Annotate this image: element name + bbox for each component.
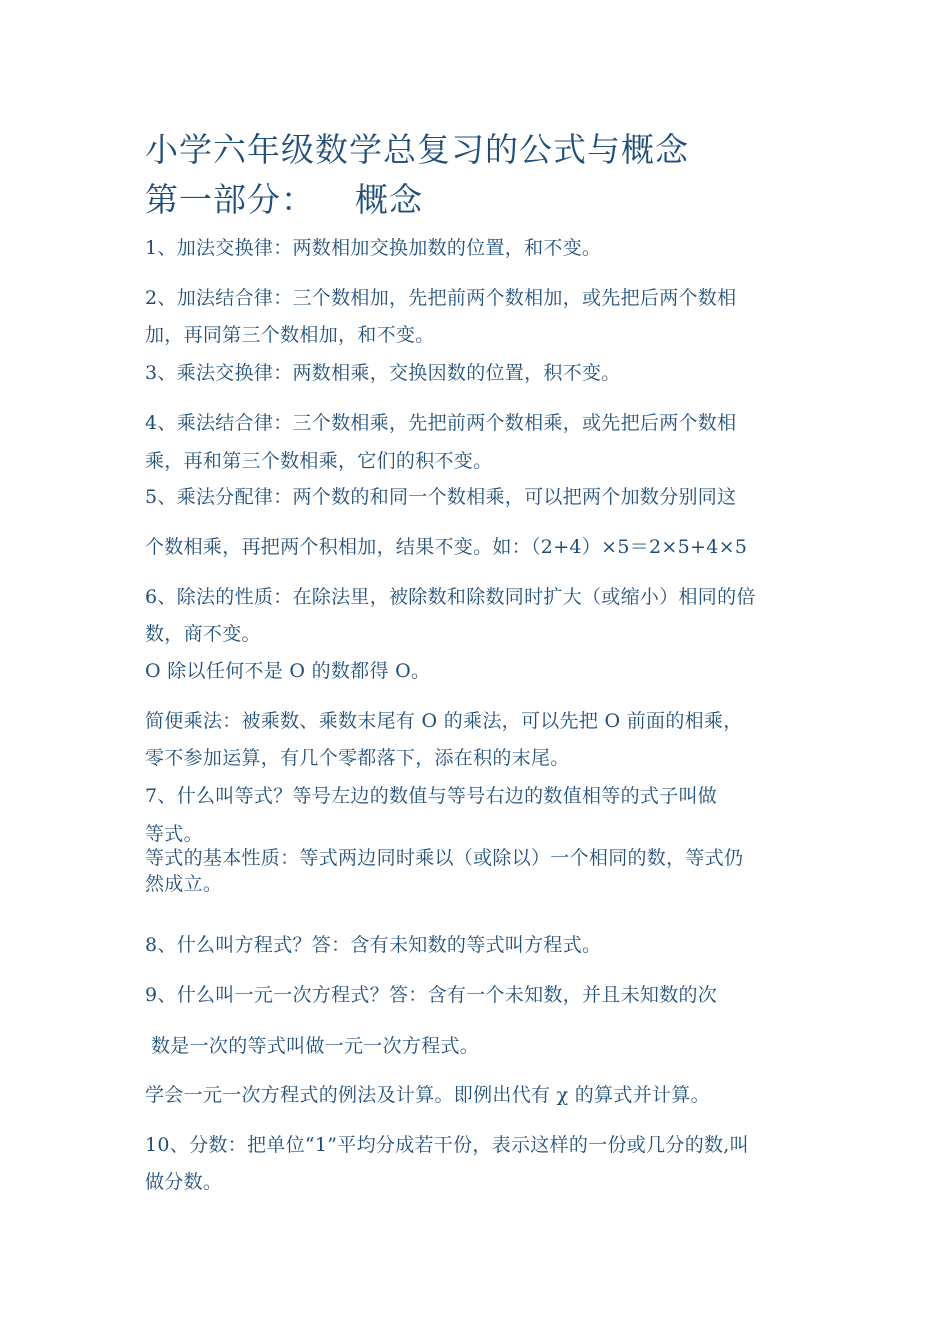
- text-line: 2、加法结合律：三个数相加，先把前两个数相加，或先把后两个数相: [145, 287, 737, 309]
- text-line: 1、加法交换律：两数相加交换加数的位置，和不变。: [145, 237, 602, 259]
- text-line: 零不参加运算，有几个零都落下，添在积的末尾。: [145, 747, 570, 769]
- text-line: 乘，再和第三个数相乘，它们的积不变。: [145, 450, 493, 472]
- text-line: O 除以任何不是 O 的数都得 O。: [145, 660, 431, 682]
- text-line: 10、分数：把单位“1”平均分成若干份，表示这样的一份或几分的数,叫: [145, 1134, 749, 1156]
- text-line: 6、除法的性质：在除法里，被除数和除数同时扩大（或缩小）相同的倍: [145, 586, 756, 608]
- text-line: 然成立。: [145, 873, 223, 895]
- text-line: 9、什么叫一元一次方程式？答：含有一个未知数，并且未知数的次: [145, 984, 718, 1006]
- section-heading: [145, 180, 423, 220]
- text-line: 4、乘法结合律：三个数相乘，先把前两个数相乘，或先把后两个数相: [145, 412, 737, 434]
- text-line: 学会一元一次方程式的例法及计算。即例出代有 χ 的算式并计算。: [145, 1084, 710, 1106]
- text-line: 等式。: [145, 823, 203, 845]
- text-line: 3、乘法交换律：两数相乘，交换因数的位置，积不变。: [145, 362, 621, 384]
- text-line: 5、乘法分配律：两个数的和同一个数相乘，可以把两个加数分别同这: [145, 486, 737, 508]
- text-line: 数，商不变。: [145, 623, 261, 645]
- text-line: 7、什么叫等式？等号左边的数值与等号右边的数值相等的式子叫做: [145, 785, 718, 807]
- text-line: 等式的基本性质：等式两边同时乘以（或除以）一个相同的数，等式仍: [145, 847, 744, 869]
- text-line: 数是一次的等式叫做一元一次方程式。: [151, 1035, 480, 1057]
- document-title: 小学六年级数学总复习的公式与概念: [145, 130, 689, 169]
- section-name: 概念: [355, 180, 423, 219]
- text-line: 加，再同第三个数相加，和不变。: [145, 324, 435, 346]
- text-line: 简便乘法：被乘数、乘数末尾有 O 的乘法，可以先把 O 前面的相乘，: [145, 710, 743, 732]
- section-label: 第一部分：: [145, 180, 315, 219]
- text-line: 做分数。: [145, 1171, 223, 1193]
- text-line: 8、什么叫方程式？答：含有未知数的等式叫方程式。: [145, 934, 602, 956]
- text-line: 个数相乘，再把两个积相加，结果不变。如：（2+4）×5＝2×5+4×5: [145, 536, 748, 558]
